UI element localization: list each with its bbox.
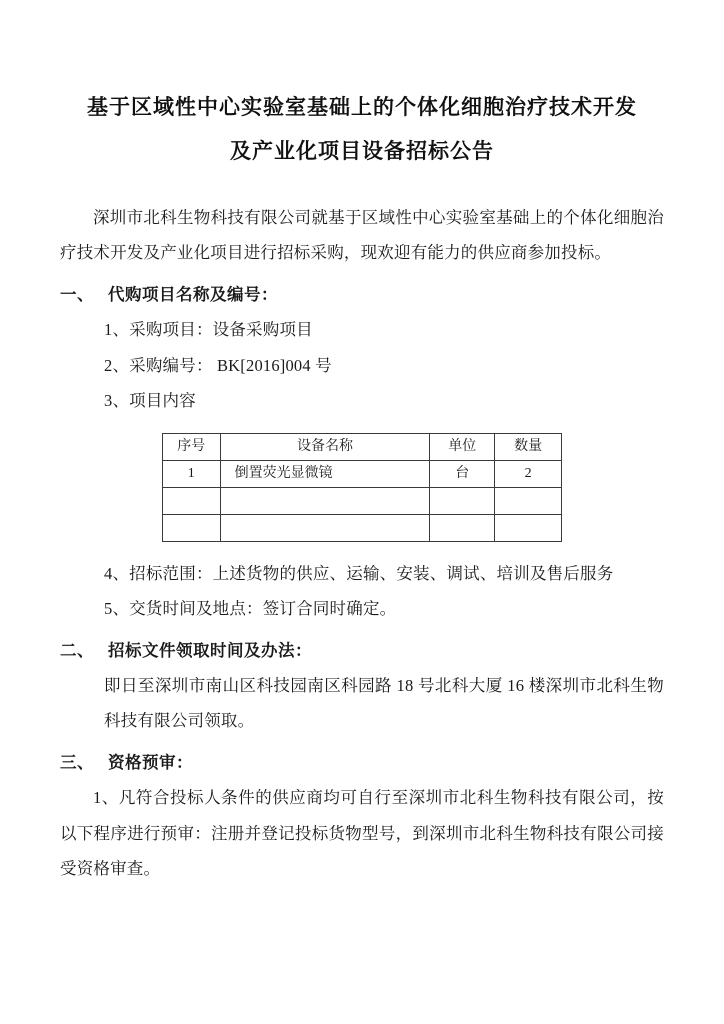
section-heading-3	[60, 745, 664, 780]
column-header-name: 设备名称	[220, 433, 430, 460]
cell-qty	[495, 514, 562, 541]
list-item: 3、项目内容	[104, 391, 196, 411]
table-row	[163, 487, 562, 514]
column-header-qty: 数量	[495, 433, 562, 460]
cell-seq	[163, 514, 221, 541]
cell-seq	[163, 487, 221, 514]
list-item: 2、采购编号： BK[2016]004 号	[104, 355, 332, 375]
document-title-line1: 基于区域性中心实验室基础上的个体化细胞治疗技术开发	[87, 95, 637, 119]
section-body-3: 1、凡符合投标人条件的供应商均可自行至深圳市北科生物科技有限公司，按以下程序进行预审：注册并登记投标货物型号，到深圳市北科生物科技有限公司接受资格审查。	[60, 788, 664, 879]
equipment-table	[162, 433, 562, 542]
section-title-2: 招标文件领取时间及办法：	[108, 640, 312, 660]
section-number-1: 一、	[60, 284, 94, 304]
cell-name	[220, 487, 430, 514]
column-header-seq: 序号	[163, 433, 221, 460]
cell-name	[220, 514, 430, 541]
cell-unit	[430, 487, 495, 514]
list-item: 5、交货时间及地点：签订合同时确定。	[104, 599, 397, 619]
cell-unit	[430, 514, 495, 541]
section-heading-2	[60, 633, 664, 668]
list-item: 4、招标范围：上述货物的供应、运输、安装、调试、培训及售后服务	[104, 563, 614, 583]
cell-qty	[495, 487, 562, 514]
intro-paragraph: 深圳市北科生物科技有限公司就基于区域性中心实验室基础上的个体化细胞治疗技术开发及产业化项目进行招标采购，现欢迎有能力的供应商参加投标。	[60, 207, 664, 263]
section-body-2: 即日至深圳市南山区科技园南区科园路 18 号北科大厦 16 楼深圳市北科生物科技有限公司领取。	[104, 676, 664, 731]
section-number-2: 二、	[60, 640, 94, 660]
section-number-3: 三、	[60, 752, 94, 772]
table-row	[163, 460, 562, 487]
cell-seq: 1	[163, 460, 221, 487]
cell-qty: 2	[495, 460, 562, 487]
cell-name: 倒置荧光显微镜	[220, 460, 430, 487]
cell-unit: 台	[430, 460, 495, 487]
list-item: 1、采购项目：设备采购项目	[104, 320, 313, 340]
section-heading-1	[60, 277, 664, 312]
table-header-row	[163, 433, 562, 460]
document-title-line2: 及产业化项目设备招标公告	[230, 138, 494, 163]
section-title-3: 资格预审：	[108, 752, 193, 772]
table-row	[163, 514, 562, 541]
column-header-unit: 单位	[430, 433, 495, 460]
section-title-1: 代购项目名称及编号：	[108, 284, 278, 304]
